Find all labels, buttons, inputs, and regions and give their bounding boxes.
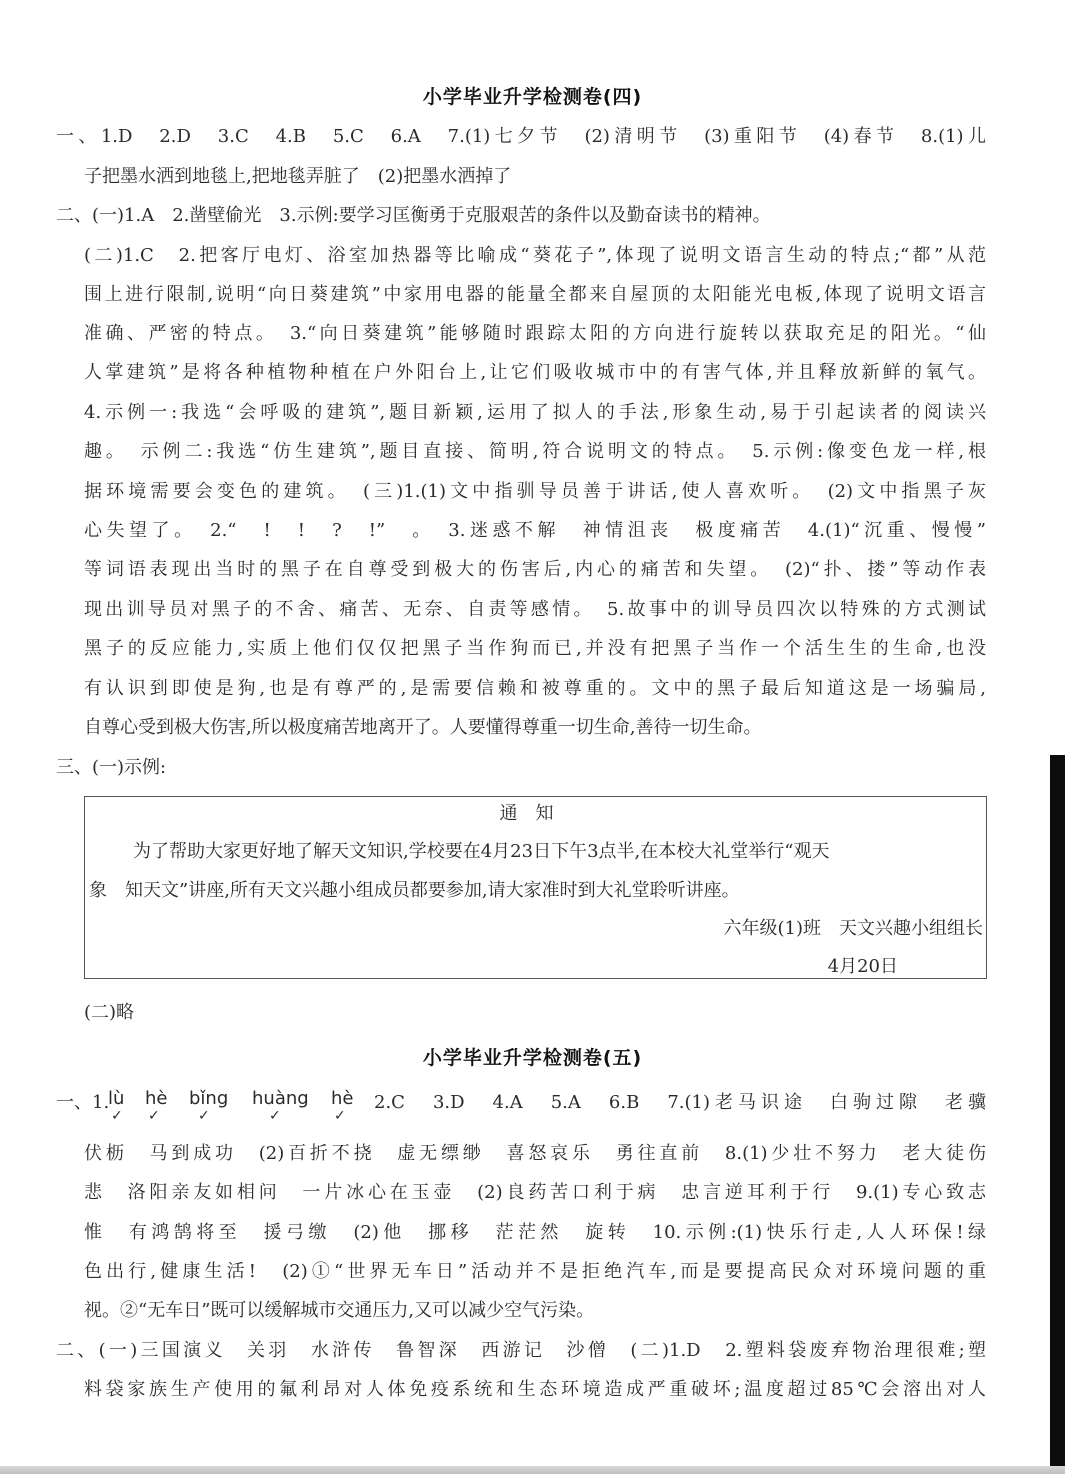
- exam4-line-after-notice: (二)略: [84, 1002, 135, 1023]
- scan-edge-shadow: [1050, 755, 1065, 1474]
- pinyin-word: hè: [145, 1088, 168, 1109]
- exam4-line-1: 一、1.D 2.D 3.C 4.B 5.C 6.A 7.(1)七夕节 (2)清明节 (3)重阳节 (4)春节 8.(1)儿: [56, 126, 986, 147]
- tone-check-icon: ✓: [269, 1108, 281, 1124]
- exam4-line-14: 黑子的反应能力,实质上他们仅仅把黑子当作狗而已,并没有把黑子当作一个活生生的生命,也没: [84, 638, 986, 659]
- exam4-line-13: 现出训导员对黑子的不舍、痛苦、无奈、自责等感情。 5.故事中的训导员四次以特殊的方式测试: [84, 599, 986, 620]
- pinyin-row-prefix: 一、1.: [56, 1092, 110, 1113]
- exam4-line-6: 准确、严密的特点。 3.“向日葵建筑”能够随时跟踪太阳的方向进行旋转以获取充足的阳光。“仙: [84, 323, 986, 344]
- exam5-title: 小学毕业升学检测卷(五): [422, 1047, 643, 1069]
- tone-check-icon: ✓: [334, 1108, 346, 1124]
- exam4-line-15: 有认识到即使是狗,也是有尊严的,是需要信赖和被尊重的。文中的黑子最后知道这是一场骗局,: [84, 678, 986, 699]
- scan-bottom-edge: [0, 1466, 1065, 1474]
- tone-check-icon: ✓: [111, 1108, 123, 1124]
- pinyin-row-rest: 2.C 3.D 4.A 5.A 6.B 7.(1)老马识途 白驹过隙 老骥: [374, 1092, 986, 1113]
- exam4-line-7: 人掌建筑”是将各种植物种植在户外阳台上,让它们吸收城市中的有害气体,并且释放新鲜的氧气。: [84, 362, 986, 383]
- notice-title: 通知: [499, 803, 572, 824]
- notice-body-line-1: 为了帮助大家更好地了解天文知识,学校要在4月23日下午3点半,在本校大礼堂举行“观天: [133, 841, 830, 862]
- exam4-line-12: 等词语表现出当时的黑子在自尊受到极大的伤害后,内心的痛苦和失望。 (2)“扑、搂”等动作表: [84, 559, 986, 580]
- exam4-line-17: 三、(一)示例:: [56, 757, 167, 778]
- pinyin-word: bǐng: [189, 1088, 229, 1109]
- notice-box: [84, 796, 987, 979]
- exam4-line-8: 4.示例一:我选“会呼吸的建筑”,题目新颖,运用了拟人的手法,形象生动,易于引起读者的阅读兴: [84, 402, 986, 423]
- exam4-line-11: 心失望了。 2.“ ! ! ? !” 。 3.迷惑不解 神情沮丧 极度痛苦 4.(1)“沉重、慢慢”: [84, 520, 986, 541]
- exam5-line-8: 料袋家族生产使用的氟利昂对人体免疫系统和生态环境造成严重破坏;温度超过85℃会溶出对人: [84, 1379, 986, 1400]
- notice-date: 4月20日: [827, 956, 898, 977]
- exam4-line-16: 自尊心受到极大伤害,所以极度痛苦地离开了。人要懂得尊重一切生命,善待一切生命。: [84, 717, 762, 738]
- exam5-line-4: 惟 有鸿鹄将至 援弓缴 (2)他 挪移 茫茫然 旋转 10.示例:(1)快乐行走,人人环保!绿: [84, 1222, 986, 1243]
- exam5-line-2: 伏枥 马到成功 (2)百折不挠 虚无缥缈 喜怒哀乐 勇往直前 8.(1)少壮不努力 老大徒伤: [84, 1143, 986, 1164]
- notice-signer: 六年级(1)班 天文兴趣小组组长: [723, 918, 983, 939]
- pinyin-word: huàng: [252, 1088, 309, 1109]
- tone-check-icon: ✓: [198, 1108, 210, 1124]
- exam5-line-6: 视。②“无车日”既可以缓解城市交通压力,又可以减少空气污染。: [84, 1300, 595, 1321]
- pinyin-word: lù: [108, 1088, 125, 1109]
- exam4-line-10: 据环境需要会变色的建筑。 (三)1.(1)文中指驯导员善于讲话,使人喜欢听。 (2)文中指黑子灰: [84, 481, 986, 502]
- exam4-line-3: 二、(一)1.A 2.凿壁偷光 3.示例:要学习匡衡勇于克服艰苦的条件以及勤奋读书的精神。: [56, 205, 771, 226]
- exam5-line-3: 悲 洛阳亲友如相问 一片冰心在玉壶 (2)良药苦口利于病 忠言逆耳利于行 9.(1)专心致志: [84, 1182, 986, 1203]
- exam4-title: 小学毕业升学检测卷(四): [422, 86, 643, 108]
- exam4-line-9: 趣。 示例二:我选“仿生建筑”,题目直接、简明,符合说明文的特点。 5.示例:像变色龙一样,根: [84, 441, 986, 462]
- pinyin-word: hè: [331, 1088, 354, 1109]
- exam4-line-4: (二)1.C 2.把客厅电灯、浴室加热器等比喻成“葵花子”,体现了说明文语言生动的特点;“都”从范: [84, 245, 986, 266]
- notice-body-line-2: 象 知天文”讲座,所有天文兴趣小组成员都要参加,请大家准时到大礼堂聆听讲座。: [89, 880, 740, 901]
- exam5-line-7: 二、(一)三国演义 关羽 水浒传 鲁智深 西游记 沙僧 (二)1.D 2.塑料袋废弃物治理很难;塑: [56, 1340, 986, 1361]
- exam4-line-2: 子把墨水洒到地毯上,把地毯弄脏了 (2)把墨水洒掉了: [84, 166, 512, 187]
- exam5-line-5: 色出行,健康生活! (2)①“世界无车日”活动并不是拒绝汽车,而是要提高民众对环境问题的重: [84, 1261, 986, 1282]
- tone-check-icon: ✓: [148, 1108, 160, 1124]
- exam4-line-5: 围上进行限制,说明“向日葵建筑”中家用电器的能量全都来自屋顶的太阳能光电板,体现了说明文语言: [84, 284, 986, 305]
- exam5-pinyin-row: [56, 1088, 986, 1124]
